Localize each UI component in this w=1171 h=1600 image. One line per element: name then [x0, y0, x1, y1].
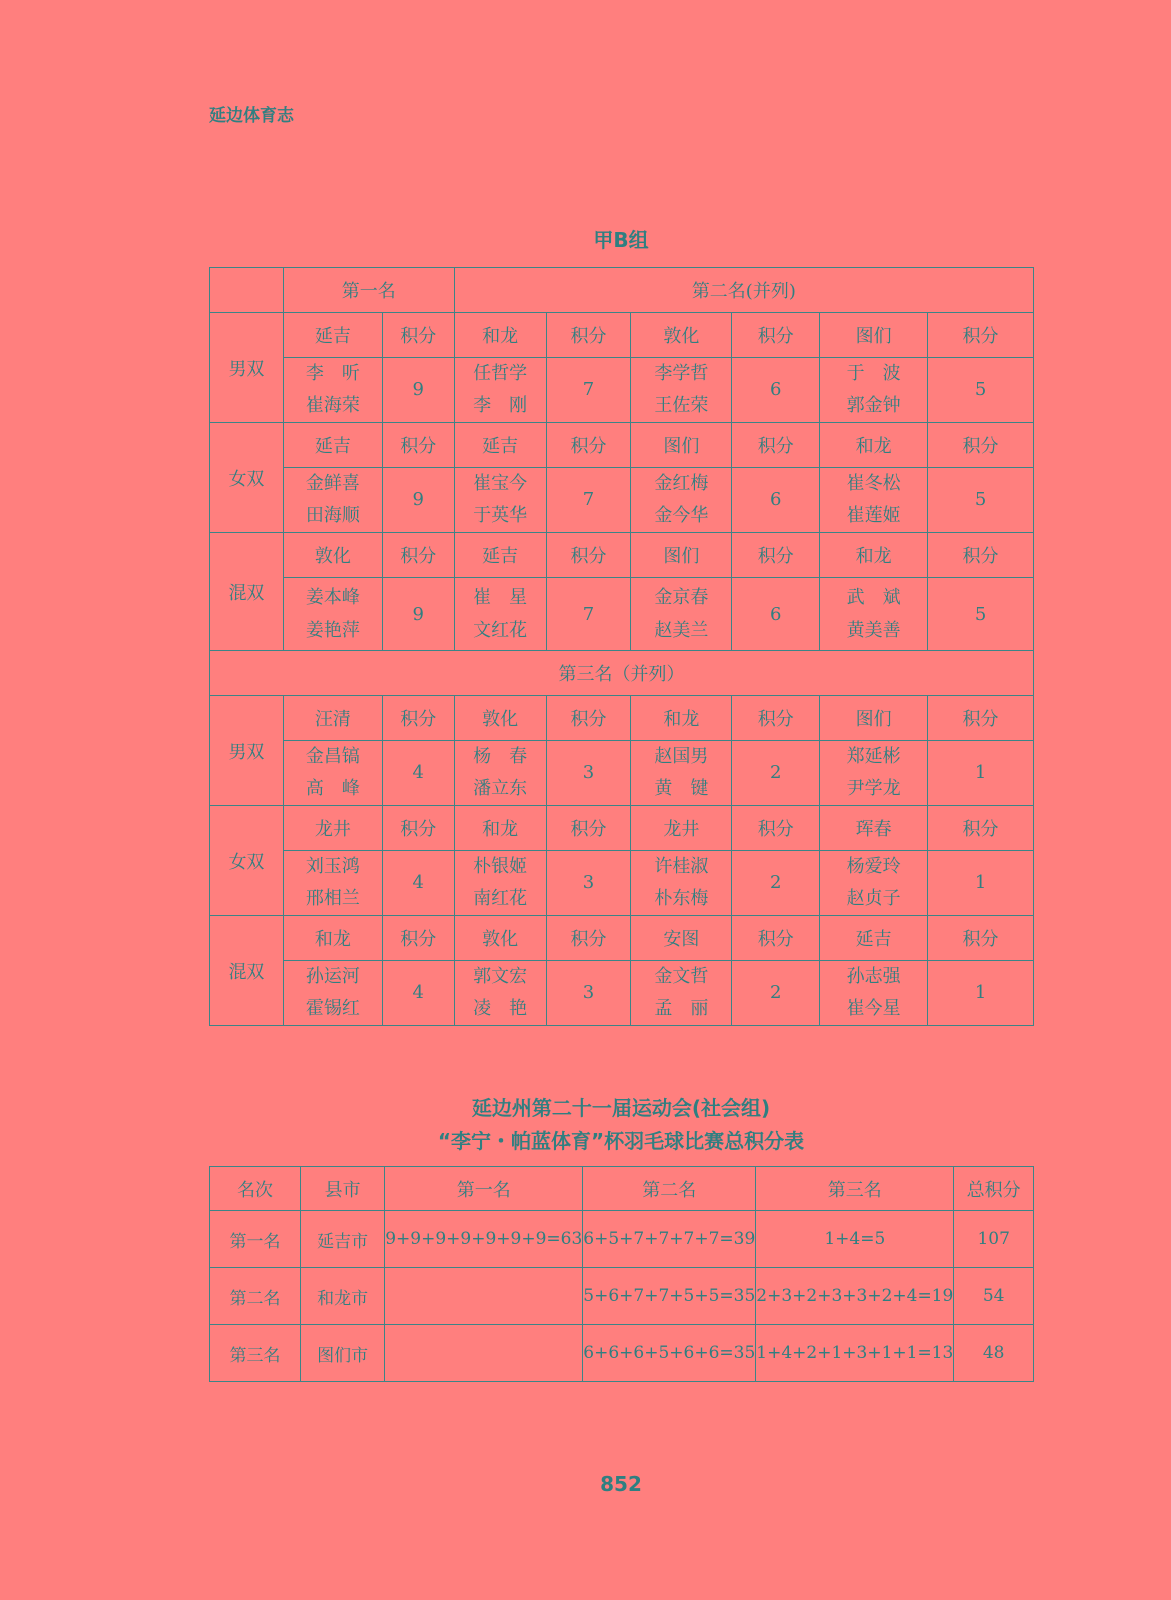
player-name: 金今华	[654, 505, 709, 526]
player-pair	[820, 961, 928, 1026]
table-cell: 1+4=5	[756, 1211, 954, 1268]
score-label: 积分	[546, 533, 631, 578]
table-cell: 图们市	[300, 1325, 384, 1382]
score-label: 积分	[382, 696, 454, 741]
summary-title-line2: “李宁・帕蓝体育”杯羽毛球比赛总积分表	[437, 1129, 805, 1153]
player-name: 姜本峰	[305, 587, 360, 608]
column-header: 名次	[210, 1167, 301, 1211]
player-name: 姜艳萍	[305, 620, 360, 641]
table-cell: 9+9+9+9+9+9+9=63	[385, 1211, 583, 1268]
team-name: 延吉	[454, 533, 546, 578]
player-name: 霍锡红	[305, 998, 360, 1019]
team-name: 和龙	[454, 313, 546, 358]
page-number: 852	[600, 1472, 642, 1496]
table-row	[210, 1211, 1034, 1268]
player-name: 李学哲	[654, 363, 709, 384]
score-label: 积分	[928, 533, 1034, 578]
table-cell: 107	[954, 1211, 1034, 1268]
player-pair	[454, 851, 546, 916]
table-cell: 2+3+2+3+3+2+4=19	[756, 1268, 954, 1325]
score-value: 6	[732, 468, 820, 533]
player-name: 杨 春	[473, 746, 528, 767]
player-name: 孙志强	[846, 966, 901, 987]
player-name: 崔冬松	[846, 473, 901, 494]
player-name: 崔海荣	[305, 395, 360, 416]
player-name: 郭文宏	[473, 966, 528, 987]
player-pair	[631, 961, 732, 1026]
event-label: 男双	[210, 313, 284, 423]
team-name: 敦化	[283, 533, 382, 578]
player-pair	[454, 358, 546, 423]
team-name: 敦化	[631, 313, 732, 358]
player-pair	[454, 961, 546, 1026]
score-value: 9	[382, 468, 454, 533]
team-name: 和龙	[820, 423, 928, 468]
event-label: 混双	[210, 533, 284, 651]
score-value: 5	[928, 468, 1034, 533]
table-cell	[385, 1268, 583, 1325]
player-name: 南红花	[473, 888, 528, 909]
team-name: 图们	[820, 313, 928, 358]
table-cell: 5+6+7+7+5+5=35	[583, 1268, 756, 1325]
group-title: 甲B组	[593, 228, 649, 252]
score-value: 3	[546, 851, 631, 916]
player-name: 崔莲姬	[846, 505, 901, 526]
score-value: 1	[928, 851, 1034, 916]
score-value: 9	[382, 578, 454, 651]
score-value: 2	[732, 961, 820, 1026]
player-name: 潘立东	[473, 778, 528, 799]
player-name: 李 刚	[473, 395, 528, 416]
player-name: 王佐荣	[654, 395, 709, 416]
team-name: 和龙	[454, 806, 546, 851]
score-value: 2	[732, 741, 820, 806]
team-name: 珲春	[820, 806, 928, 851]
score-value: 5	[928, 358, 1034, 423]
third-place-header: 第三名（并列）	[210, 651, 1034, 696]
player-name: 黄 键	[654, 778, 709, 799]
player-name: 孟 丽	[654, 998, 709, 1019]
summary-title-line1: 延边州第二十一届运动会(社会组)	[471, 1096, 771, 1120]
score-value: 7	[546, 358, 631, 423]
table-cell: 第三名	[210, 1325, 301, 1382]
player-name: 于 波	[846, 363, 901, 384]
score-label: 积分	[382, 423, 454, 468]
table-cell: 第一名	[210, 1211, 301, 1268]
table-cell: 和龙市	[300, 1268, 384, 1325]
score-label: 积分	[928, 696, 1034, 741]
player-pair	[820, 741, 928, 806]
player-name: 黄美善	[846, 620, 901, 641]
player-pair	[820, 358, 928, 423]
player-pair	[283, 578, 382, 651]
team-name: 图们	[820, 696, 928, 741]
score-value: 1	[928, 741, 1034, 806]
player-pair	[631, 741, 732, 806]
score-label: 积分	[928, 313, 1034, 358]
player-name: 于英华	[473, 505, 528, 526]
player-name: 武 斌	[846, 587, 901, 608]
score-label: 积分	[732, 806, 820, 851]
event-label: 男双	[210, 696, 284, 806]
first-place-header: 第一名	[283, 268, 454, 313]
table-cell: 延吉市	[300, 1211, 384, 1268]
player-pair	[631, 358, 732, 423]
player-pair	[283, 851, 382, 916]
player-pair	[820, 578, 928, 651]
player-name: 崔 星	[473, 587, 528, 608]
player-name: 赵贞子	[846, 888, 901, 909]
score-label: 积分	[546, 423, 631, 468]
table-row	[210, 1325, 1034, 1382]
column-header: 第三名	[756, 1167, 954, 1211]
player-name: 邢相兰	[305, 888, 360, 909]
player-name: 许桂淑	[654, 856, 709, 877]
score-label: 积分	[546, 696, 631, 741]
score-label: 积分	[732, 313, 820, 358]
team-name: 安图	[631, 916, 732, 961]
score-label: 积分	[382, 313, 454, 358]
table-cell: 1+4+2+1+3+1+1=13	[756, 1325, 954, 1382]
score-label: 积分	[928, 806, 1034, 851]
player-pair	[820, 468, 928, 533]
team-name: 和龙	[820, 533, 928, 578]
score-value: 3	[546, 961, 631, 1026]
player-pair	[283, 358, 382, 423]
team-name: 图们	[631, 533, 732, 578]
player-name: 孙运河	[305, 966, 360, 987]
player-pair	[454, 468, 546, 533]
score-label: 积分	[382, 916, 454, 961]
table-cell: 48	[954, 1325, 1034, 1382]
player-name: 金京春	[654, 587, 709, 608]
player-pair	[820, 851, 928, 916]
team-name: 和龙	[631, 696, 732, 741]
player-name: 赵国男	[654, 746, 709, 767]
score-label: 积分	[382, 806, 454, 851]
player-name: 金红梅	[654, 473, 709, 494]
player-pair	[631, 851, 732, 916]
player-pair	[631, 578, 732, 651]
team-name: 龙井	[283, 806, 382, 851]
score-label: 积分	[546, 916, 631, 961]
player-pair	[631, 468, 732, 533]
table-row	[210, 1268, 1034, 1325]
score-label: 积分	[546, 313, 631, 358]
score-value: 9	[382, 358, 454, 423]
score-value: 4	[382, 851, 454, 916]
column-header: 第一名	[385, 1167, 583, 1211]
score-label: 积分	[732, 916, 820, 961]
team-name: 图们	[631, 423, 732, 468]
player-pair	[454, 741, 546, 806]
group-b-results-table	[209, 267, 1034, 1026]
score-value: 6	[732, 578, 820, 651]
team-name: 延吉	[283, 313, 382, 358]
second-place-header: 第二名(并列)	[454, 268, 1033, 313]
player-name: 尹学龙	[846, 778, 901, 799]
player-name: 郭金钟	[846, 395, 901, 416]
team-name: 汪清	[283, 696, 382, 741]
team-name: 延吉	[283, 423, 382, 468]
player-name: 刘玉鸿	[305, 856, 360, 877]
player-name: 高 峰	[305, 778, 360, 799]
score-label: 积分	[732, 423, 820, 468]
table-cell	[385, 1325, 583, 1382]
column-header: 总积分	[954, 1167, 1034, 1211]
player-pair	[283, 961, 382, 1026]
score-label: 积分	[546, 806, 631, 851]
score-label: 积分	[382, 533, 454, 578]
score-label: 积分	[732, 696, 820, 741]
team-name: 龙井	[631, 806, 732, 851]
score-label: 积分	[928, 916, 1034, 961]
score-value: 4	[382, 961, 454, 1026]
score-value: 7	[546, 468, 631, 533]
score-value: 2	[732, 851, 820, 916]
score-value: 6	[732, 358, 820, 423]
player-name: 文红花	[473, 620, 528, 641]
team-name: 延吉	[454, 423, 546, 468]
player-name: 李 听	[305, 363, 360, 384]
score-value: 7	[546, 578, 631, 651]
score-value: 5	[928, 578, 1034, 651]
score-value: 1	[928, 961, 1034, 1026]
team-name: 敦化	[454, 916, 546, 961]
total-score-table	[209, 1166, 1034, 1382]
player-name: 金文哲	[654, 966, 709, 987]
score-value: 3	[546, 741, 631, 806]
player-name: 朴东梅	[654, 888, 709, 909]
score-value: 4	[382, 741, 454, 806]
player-pair	[454, 578, 546, 651]
player-pair	[283, 468, 382, 533]
table-cell: 6+6+6+5+6+6=35	[583, 1325, 756, 1382]
score-label: 积分	[732, 533, 820, 578]
score-label: 积分	[928, 423, 1034, 468]
event-label: 混双	[210, 916, 284, 1026]
team-name: 敦化	[454, 696, 546, 741]
player-name: 田海顺	[305, 505, 360, 526]
table-cell: 第二名	[210, 1268, 301, 1325]
player-name: 朴银姬	[473, 856, 528, 877]
player-pair	[283, 741, 382, 806]
player-name: 杨爱玲	[846, 856, 901, 877]
player-name: 凌 艳	[473, 998, 528, 1019]
player-name: 崔今星	[846, 998, 901, 1019]
player-name: 赵美兰	[654, 620, 709, 641]
team-name: 延吉	[820, 916, 928, 961]
corner-cell	[210, 268, 284, 313]
table-cell: 6+5+7+7+7+7=39	[583, 1211, 756, 1268]
player-name: 任哲学	[473, 363, 528, 384]
column-header: 第二名	[583, 1167, 756, 1211]
table-cell: 54	[954, 1268, 1034, 1325]
column-header: 县市	[300, 1167, 384, 1211]
player-name: 郑延彬	[846, 746, 901, 767]
event-label: 女双	[210, 806, 284, 916]
running-header: 延边体育志	[209, 106, 294, 126]
team-name: 和龙	[283, 916, 382, 961]
event-label: 女双	[210, 423, 284, 533]
player-name: 金昌镐	[305, 746, 360, 767]
player-name: 金鲜喜	[305, 473, 360, 494]
player-name: 崔宝今	[473, 473, 528, 494]
